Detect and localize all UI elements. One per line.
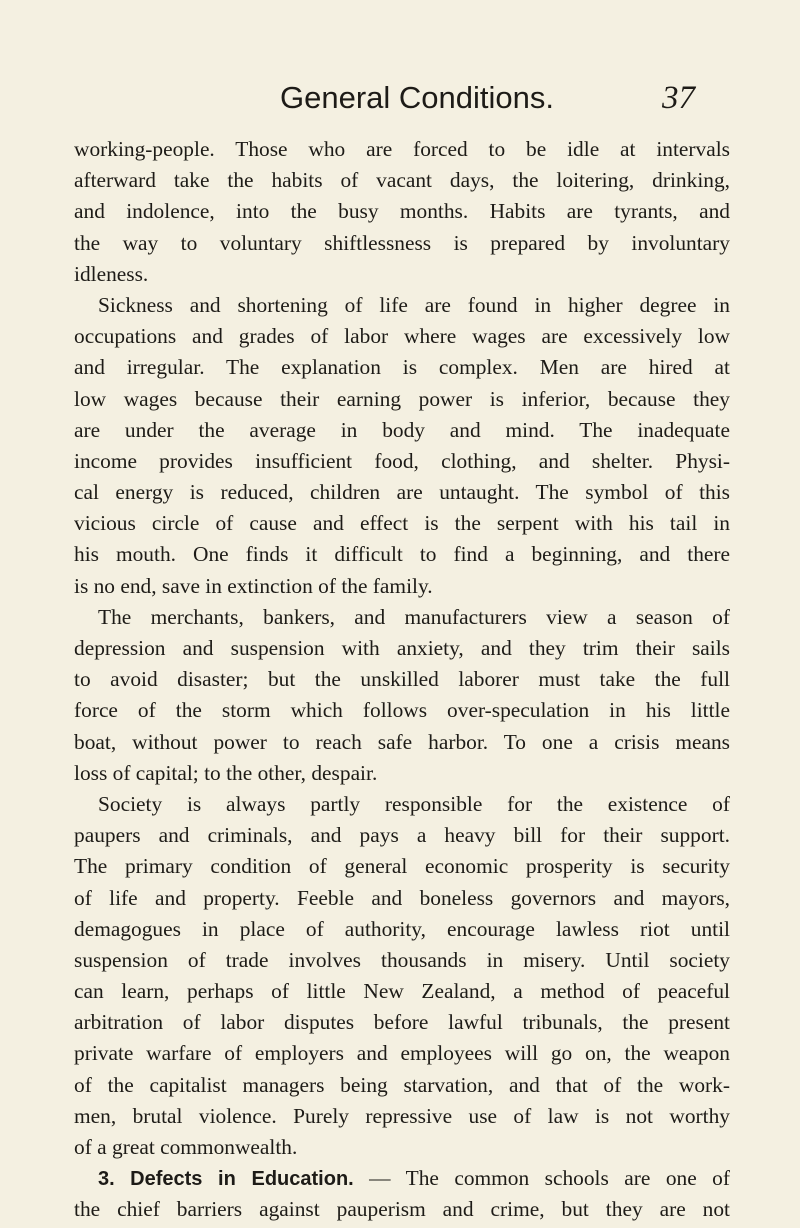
text-line: arbitration of labor disputes before lawful tribunals, the present — [74, 1010, 730, 1035]
text-line: loss of capital; to the other, despair. — [74, 760, 378, 785]
page-number: 37 — [662, 80, 695, 116]
text-line: men, brutal violence. Purely repressive use of law is not worthy — [74, 1103, 730, 1128]
text-line: to avoid disaster; but the unskilled laborer must take the full — [74, 667, 730, 692]
section-title: Defects in Education. — [130, 1168, 354, 1191]
running-head — [0, 80, 800, 120]
text-line: of the capitalist managers being starvation, and that of the work- — [74, 1072, 730, 1097]
text-line: suspension of trade involves thousands in misery. Until society — [74, 947, 730, 972]
body-text — [74, 134, 730, 1226]
text-line: cal energy is reduced, children are untaught. The symbol of this — [74, 480, 730, 505]
text-line: demagogues in place of authority, encourage lawless riot until — [74, 916, 730, 941]
paragraph-start-line: Society is always partly responsible for the existence of — [98, 791, 730, 816]
text-line: his mouth. One finds it difficult to find a beginning, and there — [74, 542, 730, 567]
text-line: idleness. — [74, 261, 149, 286]
section-number: 3. — [98, 1168, 115, 1191]
text-line: vicious circle of cause and effect is the serpent with his tail in — [74, 511, 730, 536]
text-line: occupations and grades of labor where wages are excessively low — [74, 324, 730, 349]
text-line: and indolence, into the busy months. Habits are tyrants, and — [74, 199, 730, 224]
text-line: can learn, perhaps of little New Zealand, a method of peaceful — [74, 979, 730, 1004]
text-line: depression and suspension with anxiety, and they trim their sails — [74, 636, 730, 660]
text-line: and irregular. The explanation is complex. Men are hired at — [74, 355, 730, 380]
paragraph-start-line: The merchants, bankers, and manufacturers view a season of — [98, 604, 730, 629]
text-line: income provides insufficient food, clothing, and shelter. Physi- — [74, 448, 730, 473]
text-line: of a great commonwealth. — [74, 1135, 298, 1159]
section-heading-line — [74, 1163, 730, 1194]
running-title: General Conditions. — [280, 80, 554, 115]
text-line: is no end, save in extinction of the family. — [74, 573, 433, 598]
text-line: are under the average in body and mind. The inadequate — [74, 417, 730, 442]
section-lead-text: — The common schools are one of — [353, 1166, 730, 1191]
text-line: afterward take the habits of vacant days, the loitering, drinking, — [74, 168, 730, 193]
text-line: The primary condition of general economic prosperity is security — [74, 854, 730, 879]
text-line: force of the storm which follows over-speculation in his little — [74, 698, 730, 723]
text-line: private warfare of employers and employees will go on, the weapon — [74, 1041, 730, 1066]
text-line: low wages because their earning power is inferior, because they — [74, 386, 730, 411]
text-line: of life and property. Feeble and boneless governors and mayors, — [74, 885, 730, 910]
paragraph-start-line: Sickness and shortening of life are found in higher degree in — [98, 292, 730, 317]
text-line: paupers and criminals, and pays a heavy bill for their support. — [74, 823, 730, 848]
text-line: the way to voluntary shiftlessness is prepared by involuntary — [74, 230, 730, 255]
text-line: working-people. Those who are forced to be idle at intervals — [74, 137, 730, 161]
text-line: the chief barriers against pauperism and crime, but they are not — [74, 1197, 730, 1222]
text-line: boat, without power to reach safe harbor. To one a crisis means — [74, 729, 730, 754]
